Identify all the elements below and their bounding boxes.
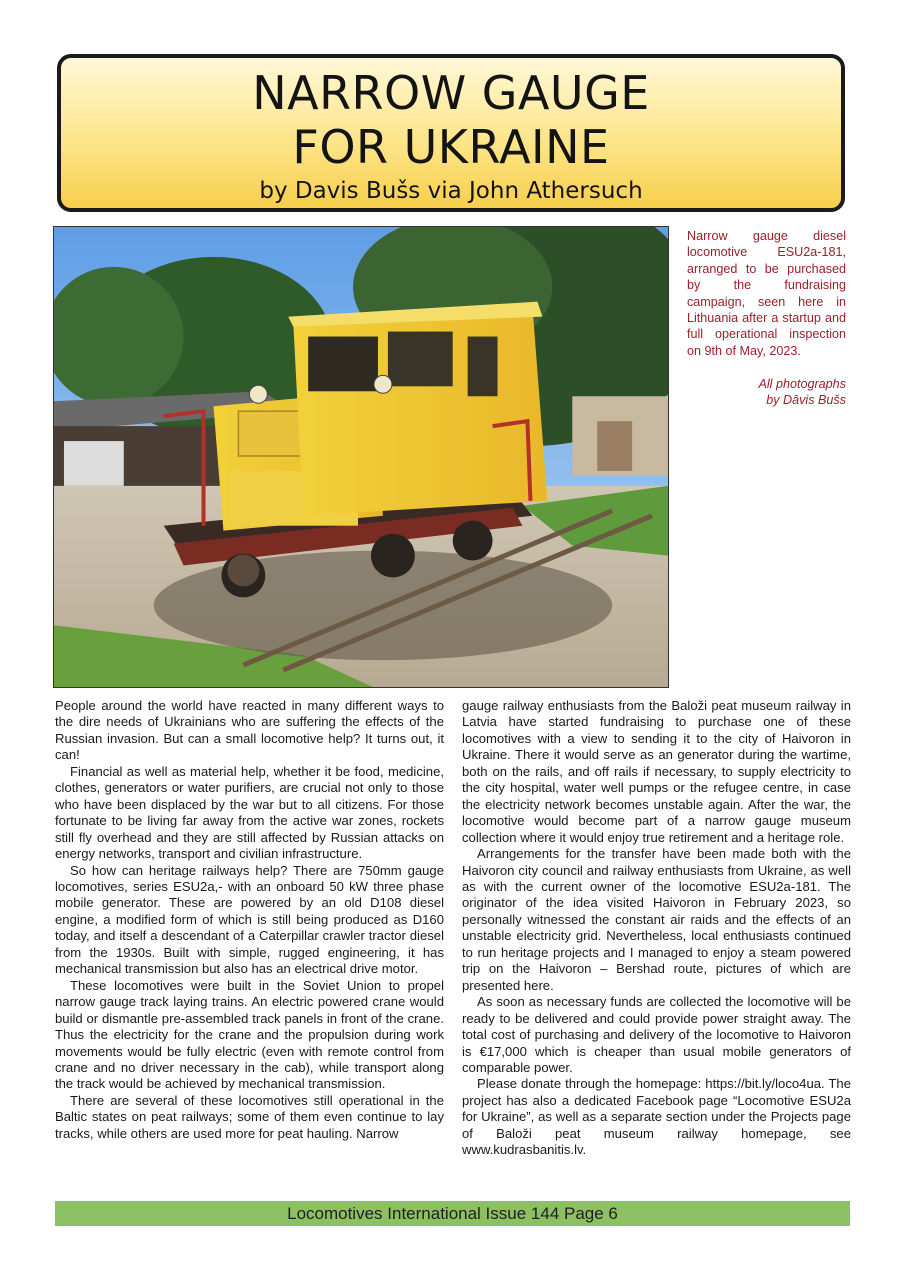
photo-credit-line-1: All photographs [758, 377, 846, 391]
locomotive-photo [53, 226, 669, 688]
paragraph: So how can heritage railways help? There are 750mm gauge locomotives, series ESU2a,- with an onboard 50 kW three phase mobile generator. These are powered by an old D108 diesel engine, a modified form of which is still being produced as D160 today, and itself a descendant of a Caterpillar crawler tractor diesel from the 1930s. Built with simple, rugged engineering, it has mechanical transmission but also has an electrical drive motor. [55, 862, 444, 977]
paragraph: These locomotives were built in the Soviet Union to propel narrow gauge track laying trains. An electric powered crane would build or dismantle pre-assembled track panels in front of the crane. Thus the electricity for the crane and the propulsion during work movements would be fully electric (even with remote control from crane and no driver necessary in the cab), while transport along the track would be achieved by mechanical transmission. [55, 977, 444, 1092]
wheel-3 [453, 521, 493, 561]
cab-window-3 [468, 337, 498, 397]
photo-caption: Narrow gauge diesel locomotive ESU2a-181, arranged to be purchased by the fundraising campaign, seen here in Lithuania after a startup and full operational inspection on 9th of May, 2023. [687, 229, 846, 358]
wheel-2 [371, 534, 415, 578]
cab-window-1 [308, 337, 378, 392]
paragraph: As soon as necessary funds are collected the locomotive will be ready to be delivered and could provide power straight away. The total cost of purchasing and delivery of the locomotive to Haivoron is €17,000 which is cheaper than usual mobile generators of comparable power. [462, 994, 851, 1075]
paragraph: People around the world have reacted in many different ways to the dire needs of Ukrainians who are suffering the effects of the Russian invasion. But can a small locomotive help? It turns out, it can! [55, 698, 444, 763]
photo-credit-line-2: by Dāvis Bušs [766, 393, 846, 408]
building-door [597, 421, 632, 471]
byline: by Davis Bušs via John Athersuch [259, 178, 643, 204]
title-line-2: FOR UKRAINE [292, 120, 610, 174]
paragraph: gauge railway enthusiasts from the Baloži peat museum railway in Latvia have started fundraising to purchase one of these locomotives with a view to sending it to the city of Haivoron in Ukraine. There it would serve as an generator during the wartime, both on the rails, and off rails if necessary, to supply electricity to the city hospital, water well pumps or the refugee centre, in case the electricity network becomes unstable again. After the war, the locomotive would become part of a narrow gauge museum collection where it would enjoy true retirement and a heritage role. [462, 698, 851, 845]
cab-window-2 [388, 332, 453, 387]
article-column-left [55, 698, 444, 1142]
headlight-right [374, 375, 392, 393]
buffer [227, 555, 259, 587]
title-banner [57, 54, 845, 212]
locomotive-illustration [54, 227, 668, 687]
paragraph: Financial as well as material help, whether it be food, medicine, clothes, generators or water purifiers, are crucial not only to those who have been displaced by the war but to all citizens. For those fortunate to be living far away from the active war zones, rockets still fly overhead and they are still affected by Russian attacks on energy networks, transport and civilian infrastructure. [55, 763, 444, 862]
paragraph: Arrangements for the transfer have been made both with the Haivoron city council and railway enthusiasts from Ukraine, as well as with the current owner of the locomotive ESU2a-181. The originator of the idea visited Haivoron in February 2023, so personally witnessed the constant air raids and the effects of an unstable electricity grid. Nevertheless, local enthusiasts continued to run heritage projects and I managed to enjoy a steam powered trip on the Haivoron – Bershad route, pictures of which are presented here. [462, 846, 851, 993]
photo-credit [687, 376, 846, 409]
headlight-left [249, 385, 267, 403]
paragraph: Please donate through the homepage: https://bit.ly/loco4ua. The project has also a dedicated Facebook page “Locomotive ESU2a for Ukraine”, as well as a separate section under the Projects page of Baloži peat museum railway homepage, see www.kudrasbanitis.lv. [462, 1076, 851, 1158]
title-line-1: NARROW GAUGE [252, 66, 650, 120]
article-column-right [462, 698, 851, 1159]
stacked-bricks [64, 441, 124, 486]
page-footer: Locomotives International Issue 144 Page 6 [55, 1201, 850, 1226]
paragraph: There are several of these locomotives still operational in the Baltic states on peat railways; some of them even continue to lay tracks, while others are used more for peat hauling. Narrow [55, 1092, 444, 1141]
